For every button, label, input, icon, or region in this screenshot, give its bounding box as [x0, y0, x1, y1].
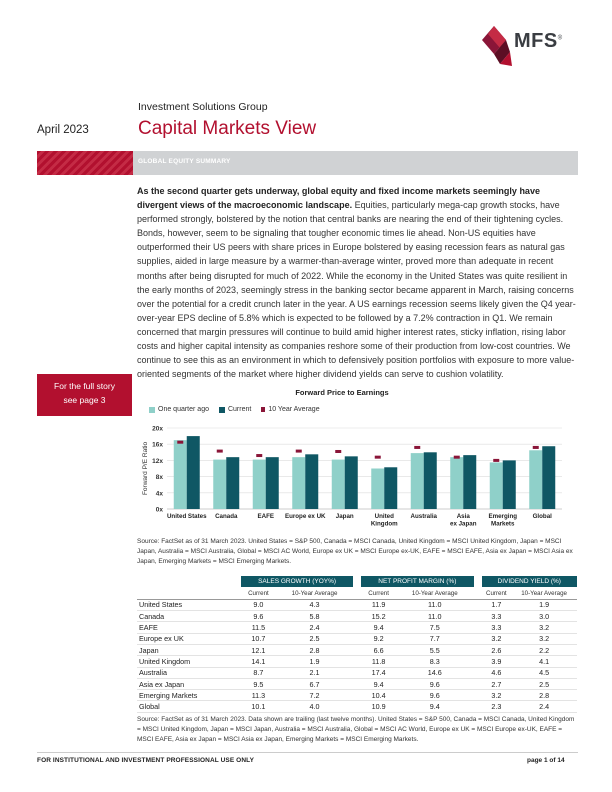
bar-one-quarter-ago — [490, 462, 503, 509]
bar-current — [503, 460, 516, 509]
x-tick-label: Europe ex UK — [284, 513, 326, 520]
row-label: Canada — [137, 611, 241, 622]
marker-10yr-average — [533, 446, 539, 449]
y-tick-label: 8x — [155, 474, 163, 482]
table-cell: 3.9 — [482, 656, 512, 667]
row-label: Global — [137, 701, 241, 712]
table-cell: 3.2 — [511, 622, 577, 633]
fundamentals-table — [137, 576, 577, 713]
table-row — [137, 644, 577, 655]
group-header-sales-growth: SALES GROWTH (YOY%) — [241, 576, 353, 587]
x-tick-label: EAFE — [257, 513, 275, 520]
legend-label: Current — [227, 406, 252, 413]
table-cell: 7.5 — [396, 622, 473, 633]
footer-disclaimer: FOR INSTITUTIONAL AND INVESTMENT PROFESSIONAL USE ONLY — [37, 757, 255, 764]
table-cell: 8.3 — [396, 656, 473, 667]
full-story-callout[interactable] — [37, 374, 132, 416]
page-number: page 1 of 14 — [527, 757, 565, 764]
table-row — [137, 701, 577, 712]
bar-one-quarter-ago — [411, 453, 424, 509]
summary-paragraph — [137, 184, 577, 381]
marker-10yr-average — [296, 450, 302, 453]
legend-label: 10 Year Average — [268, 406, 320, 413]
marker-10yr-average — [414, 446, 420, 449]
table-cell: 9.6 — [396, 690, 473, 701]
table-cell: 4.5 — [511, 667, 577, 678]
group-header-net-profit-margin: NET PROFIT MARGIN (%) — [361, 576, 473, 587]
table-cell: 3.3 — [482, 622, 512, 633]
table-cell: 8.7 — [241, 667, 276, 678]
table-cell: 9.6 — [241, 611, 276, 622]
table-cell: 11.3 — [241, 690, 276, 701]
table-cell: 10.9 — [361, 701, 396, 712]
report-date: April 2023 — [37, 124, 89, 136]
bar-current — [424, 452, 437, 509]
table-cell: 2.7 — [482, 678, 512, 689]
chart-source-note: Source: FactSet as of 31 March 2023. United States = S&P 500, Canada = MSCI Canada, United Kingdom = MSCI United Kingdom, Japan = MSCI Japan, Australia = MSCI Australia, Global = MSCI AC World, Europe ex UK = MSCI Europe ex-UK, EAFE = MSCI EAFE, Asia ex Japan = MSCI Asia ex Japan, Emerging Markets = MSCI Emerging Markets. — [137, 538, 573, 565]
table-cell: 2.4 — [276, 622, 353, 633]
table-row — [137, 622, 577, 633]
table-cell: 2.8 — [511, 690, 577, 701]
bar-one-quarter-ago — [332, 460, 345, 509]
table-row — [137, 690, 577, 701]
table-cell: 14.6 — [396, 667, 473, 678]
table-row — [137, 656, 577, 667]
table-cell: 4.6 — [482, 667, 512, 678]
table-cell: 9.5 — [241, 678, 276, 689]
table-cell: 10.7 — [241, 633, 276, 644]
table-cell: 11.0 — [396, 611, 473, 622]
y-tick-label: 0x — [155, 506, 163, 514]
bar-current — [463, 455, 476, 509]
row-label: Australia — [137, 667, 241, 678]
x-tick-label: United — [374, 513, 394, 520]
col-header-10yr: 10-Year Average — [511, 587, 577, 599]
bar-current — [384, 467, 397, 509]
x-tick-label: Kingdom — [370, 520, 398, 528]
table-cell: 2.1 — [276, 667, 353, 678]
table-cell: 3.2 — [511, 633, 577, 644]
x-tick-label: Markets — [491, 520, 515, 528]
table-row — [137, 678, 577, 689]
bar-current — [542, 446, 555, 509]
table-cell: 4.0 — [276, 701, 353, 712]
table-cell: 3.0 — [511, 611, 577, 622]
row-label: Europe ex UK — [137, 633, 241, 644]
bar-one-quarter-ago — [371, 469, 384, 510]
chart-title: Forward Price to Earnings — [295, 388, 389, 397]
table-row — [137, 599, 577, 610]
col-header-current: Current — [241, 587, 276, 599]
table-cell: 7.2 — [276, 690, 353, 701]
table-corner — [137, 576, 241, 587]
section-label: GLOBAL EQUITY SUMMARY — [138, 158, 231, 165]
y-axis-label: Forward P/E Ratio — [142, 441, 149, 496]
table-cell: 11.5 — [241, 622, 276, 633]
table-cell: 4.1 — [511, 656, 577, 667]
bar-current — [187, 436, 200, 509]
footer-divider — [37, 752, 578, 753]
row-label: Japan — [137, 644, 241, 655]
bar-one-quarter-ago — [450, 457, 463, 509]
x-tick-label: United States — [166, 513, 207, 520]
col-header-10yr: 10-Year Average — [276, 587, 353, 599]
col-header-current: Current — [482, 587, 512, 599]
bar-current — [226, 457, 239, 509]
legend-label: One quarter ago — [158, 406, 209, 413]
row-label: EAFE — [137, 622, 241, 633]
section-band — [37, 151, 578, 175]
table-cell: 3.2 — [482, 690, 512, 701]
bar-one-quarter-ago — [174, 440, 187, 509]
table-cell: 11.8 — [361, 656, 396, 667]
col-header-current: Current — [361, 587, 396, 599]
forward-pe-chart — [137, 384, 577, 534]
group-label: Investment Solutions Group — [138, 101, 268, 113]
bar-one-quarter-ago — [253, 460, 266, 509]
section-band-accent — [37, 151, 133, 175]
bar-one-quarter-ago — [529, 450, 542, 509]
bar-current — [266, 457, 279, 509]
marker-10yr-average — [375, 456, 381, 459]
y-tick-label: 16x — [152, 441, 163, 449]
x-tick-label: Asia — [456, 513, 470, 520]
table-cell: 12.1 — [241, 644, 276, 655]
y-tick-label: 4x — [155, 490, 163, 498]
table-cell: 3.2 — [482, 633, 512, 644]
table-row — [137, 667, 577, 678]
row-label: Emerging Markets — [137, 690, 241, 701]
page-title: Capital Markets View — [138, 118, 317, 139]
y-tick-label: 20x — [152, 425, 163, 433]
chart-plot — [137, 384, 577, 534]
table-cell: 9.4 — [396, 701, 473, 712]
table-cell: 9.4 — [361, 622, 396, 633]
table-cell: 2.2 — [511, 644, 577, 655]
table-cell: 6.6 — [361, 644, 396, 655]
table-cell: 17.4 — [361, 667, 396, 678]
table-row — [137, 611, 577, 622]
x-tick-label: Global — [532, 513, 552, 520]
logo-wordmark: MFS® — [514, 30, 563, 52]
row-label: United States — [137, 599, 241, 610]
table-cell: 9.6 — [396, 678, 473, 689]
table-cell: 7.7 — [396, 633, 473, 644]
marker-10yr-average — [217, 450, 223, 453]
summary-body: Equities, particularly mega-cap growth stocks, have performed strongly, bolstered by the notion that central banks are nearing the end of their tightening cycles. Bonds, however, seem to be signaling that tougher economic times lie ahead. Non-US equities have outperformed their US peers with share prices in Europe bolstered by easing recession fears as natural gas supplies, aided in large measure by a warmer-than-average winter, proved more than adequate in recent months after being disrupted for much of 2022. While the economy in the United States was quite resilient in the early months of 2023, seemingly stress in the banking sector became apparent in March, raising concerns over the potential for a credit crunch later in the year. A US earnings recession seems likely given the Q4 year-over-year EPS decline of 5.8% which is expected to be followed by a 7.2% contraction in Q1. We remain concerned that margin pressures will continue to build amid higher interest rates, sticky inflation, rising labor costs and higher capital intensity as companies reshore some of their production from low-cost countries. We continue to see this as an environment in which to defensively position portfolios with exposure to more value-oriented segments of the market where higher dividend yields can serve to cushion volatility. — [137, 200, 576, 380]
table-cell: 2.6 — [482, 644, 512, 655]
bar-one-quarter-ago — [292, 457, 305, 509]
table-cell: 11.9 — [361, 599, 396, 610]
table-cell: 2.4 — [511, 701, 577, 712]
table-cell: 1.7 — [482, 599, 512, 610]
callout-line-1: For the full story — [54, 381, 115, 391]
bar-one-quarter-ago — [213, 460, 226, 509]
table-source-note: Source: FactSet as of 31 March 2023. Data shown are trailing (last twelve months). United States = S&P 500, Canada = MSCI Canada, United Kingdom = MSCI United Kingdom, Japan = MSCI Japan, Australia = MSCI Australia, Global = MSCI AC World, Europe ex UK = MSCI Europe ex-UK, EAFE = MSCI EAFE, Asia ex Japan = MSCI Asia ex Japan, Emerging Markets = MSCI Emerging Markets. — [137, 716, 575, 743]
table-cell: 2.5 — [511, 678, 577, 689]
table-cell: 4.3 — [276, 599, 353, 610]
table-cell: 1.9 — [276, 656, 353, 667]
table-cell: 1.9 — [511, 599, 577, 610]
x-tick-label: Emerging — [488, 513, 518, 520]
marker-10yr-average — [335, 450, 341, 453]
table-cell: 9.2 — [361, 633, 396, 644]
col-header-10yr: 10-Year Average — [396, 587, 473, 599]
table-cell: 5.5 — [396, 644, 473, 655]
x-tick-label: Canada — [215, 513, 238, 520]
table-cell: 9.0 — [241, 599, 276, 610]
table-cell: 14.1 — [241, 656, 276, 667]
y-tick-label: 12x — [152, 457, 163, 465]
x-tick-label: ex Japan — [450, 520, 477, 528]
x-tick-label: Australia — [410, 513, 437, 520]
marker-10yr-average — [177, 441, 183, 444]
table-cell: 15.2 — [361, 611, 396, 622]
table-cell: 11.0 — [396, 599, 473, 610]
group-header-dividend-yield: DIVIDEND YIELD (%) — [482, 576, 578, 587]
table-cell: 2.3 — [482, 701, 512, 712]
table-cell: 9.4 — [361, 678, 396, 689]
row-label: United Kingdom — [137, 656, 241, 667]
table-cell: 2.8 — [276, 644, 353, 655]
table-cell: 2.5 — [276, 633, 353, 644]
row-label: Asia ex Japan — [137, 678, 241, 689]
marker-10yr-average — [493, 459, 499, 462]
bar-current — [345, 456, 358, 509]
marker-10yr-average — [454, 456, 460, 459]
table-cell: 10.4 — [361, 690, 396, 701]
bar-current — [305, 454, 318, 509]
table-cell: 3.3 — [482, 611, 512, 622]
table-row — [137, 633, 577, 644]
table-cell: 10.1 — [241, 701, 276, 712]
callout-line-2: see page 3 — [63, 395, 106, 405]
table-cell: 6.7 — [276, 678, 353, 689]
x-tick-label: Japan — [335, 513, 354, 520]
table-cell: 5.8 — [276, 611, 353, 622]
marker-10yr-average — [256, 454, 262, 457]
summary-lead: As the second quarter gets underway, global equity and fixed income markets seemingly have divergent views of the macroeconomic landscape. — [137, 186, 540, 211]
